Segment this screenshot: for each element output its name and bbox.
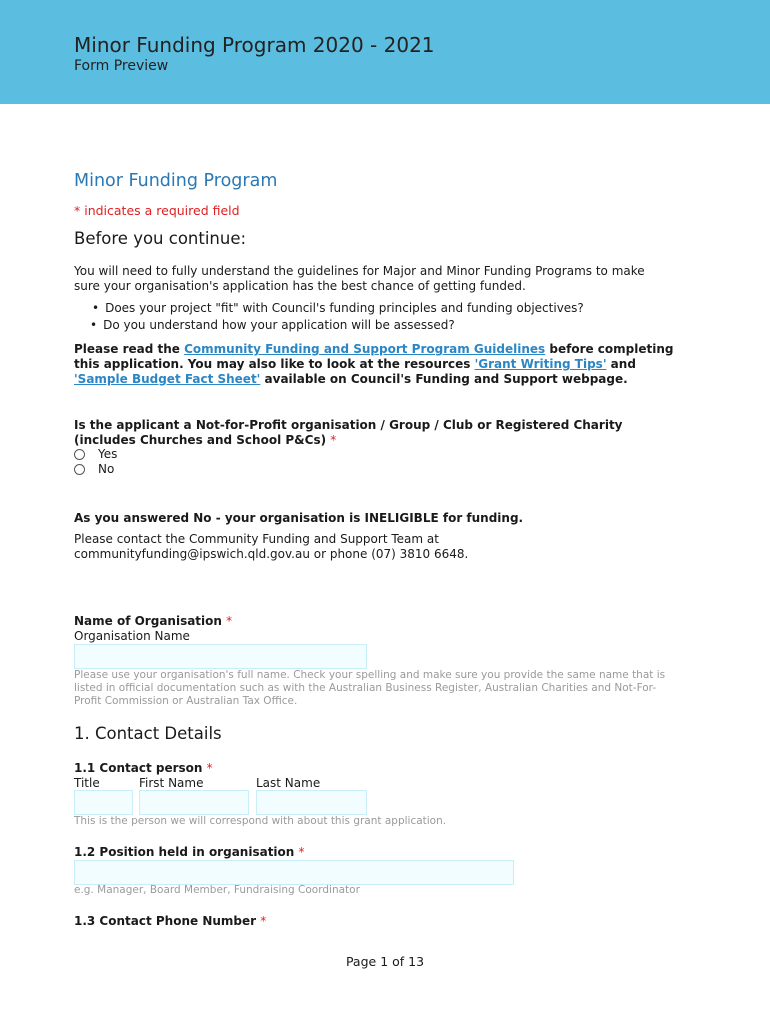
checklist-item-text: Does your project "fit" with Council's funding principles and funding objectives?	[105, 301, 584, 315]
label-text: 1.3 Contact Phone Number	[74, 914, 257, 928]
required-marker: *	[298, 845, 305, 859]
guidelines-paragraph	[74, 342, 674, 387]
organisation-hint: Please use your organisation's full name. Check your spelling and make sure you provide the same name that is listed in official documentation such as with the Australian Business Register, Australian Charities and Not-For-Profit Commission or Australian Tax Office.	[74, 669, 666, 707]
label-text: 1.1 Contact person	[74, 761, 203, 775]
guidelines-text: available on Council's Funding and Support webpage.	[260, 372, 628, 386]
first-name-input[interactable]	[139, 790, 249, 815]
intro-paragraph: You will need to fully understand the guidelines for Major and Minor Funding Programs to make sure your organisation's application has the best chance of getting funded.	[74, 264, 645, 293]
question-text: Is the applicant a Not-for-Profit organisation / Group / Club or Registered Charity (includes Churches and School P&Cs)	[74, 418, 623, 447]
last-name-input[interactable]	[256, 790, 367, 815]
option-label: Yes	[98, 447, 118, 461]
grant-writing-tips-link[interactable]: 'Grant Writing Tips'	[474, 357, 607, 371]
position-label	[74, 845, 305, 859]
page-number: Page 1 of 13	[345, 954, 425, 969]
required-field-note: * indicates a required field	[74, 203, 240, 218]
first-name-label: First Name	[139, 776, 204, 790]
checklist	[74, 300, 584, 334]
bullet-icon: •	[92, 301, 100, 315]
header-banner	[0, 0, 770, 104]
guidelines-link[interactable]: Community Funding and Support Program Guidelines	[184, 342, 546, 356]
label-text: Name of Organisation	[74, 614, 222, 628]
sample-budget-link[interactable]: 'Sample Budget Fact Sheet'	[74, 372, 261, 386]
required-marker: *	[206, 761, 213, 775]
position-hint: e.g. Manager, Board Member, Fundraising Coordinator	[74, 884, 360, 896]
form-subtitle: Form Preview	[74, 58, 169, 74]
required-marker: *	[260, 914, 267, 928]
option-yes[interactable]	[74, 447, 117, 462]
required-marker: *	[330, 433, 337, 447]
organisation-sublabel: Organisation Name	[74, 629, 190, 643]
radio-button[interactable]	[74, 449, 85, 460]
title-label: Title	[74, 776, 100, 790]
form-title: Minor Funding Program 2020 - 2021	[74, 33, 435, 57]
position-input[interactable]	[74, 860, 514, 885]
before-continue-heading: Before you continue:	[74, 229, 247, 248]
bullet-icon: •	[90, 318, 98, 332]
checklist-item	[74, 317, 584, 334]
contact-person-hint: This is the person we will correspond with about this grant application.	[74, 815, 447, 827]
organisation-name-input[interactable]	[74, 644, 367, 669]
contact-team-text: Please contact the Community Funding and Support Team at communityfunding@ipswich.qld.gov.au or phone (07) 3810 6648.	[74, 532, 469, 561]
guidelines-text: before completing this application. You may also like to look at the resources	[74, 342, 674, 371]
contact-details-heading: 1. Contact Details	[74, 724, 222, 743]
phone-label	[74, 914, 266, 928]
guidelines-text: and	[606, 357, 636, 371]
contact-person-label	[74, 761, 213, 775]
program-heading: Minor Funding Program	[74, 171, 278, 191]
checklist-item-text: Do you understand how your application will be assessed?	[103, 318, 455, 332]
ineligible-message: As you answered No - your organisation is INELIGIBLE for funding.	[74, 511, 524, 525]
checklist-item	[74, 300, 584, 317]
label-text: 1.2 Position held in organisation	[74, 845, 295, 859]
option-label: No	[98, 462, 115, 476]
option-no[interactable]	[74, 462, 114, 477]
radio-button[interactable]	[74, 464, 85, 475]
guidelines-text: Please read the	[74, 342, 185, 356]
required-marker: *	[226, 614, 233, 628]
last-name-label: Last Name	[256, 776, 321, 790]
organisation-label	[74, 614, 232, 628]
not-for-profit-question	[74, 418, 674, 448]
title-input[interactable]	[74, 790, 133, 815]
